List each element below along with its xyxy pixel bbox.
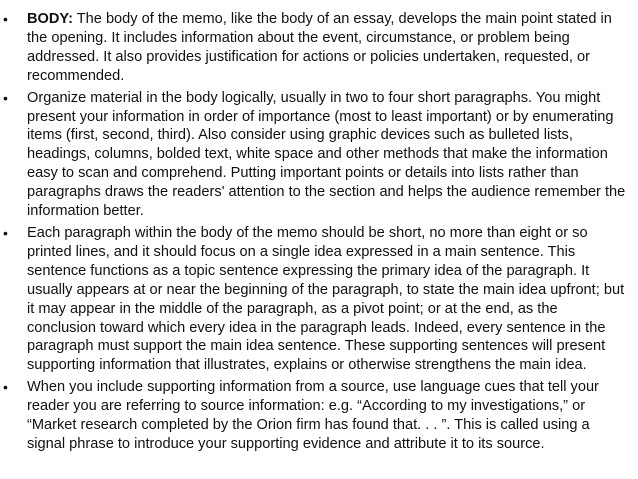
- bullet-dot-icon: •: [3, 224, 8, 241]
- bullet-item-paragraph: [0, 224, 638, 375]
- document-page: [0, 10, 638, 457]
- body-heading: BODY:: [27, 11, 73, 27]
- body-description: The body of the memo, like the body of an essay, develops the main point stated in the opening. It includes information about the event, circumstance, or problem being addressed. It also provides justification for actions or policies undertaken, requested, or recommended.: [27, 11, 612, 84]
- bullet-dot-icon: •: [3, 379, 8, 396]
- bullet-text: Each paragraph within the body of the memo should be short, no more than eight or so printed lines, and it should focus on a single idea expressed in a main sentence. This sentence functions as a topic sentence expressing the primary idea of the paragraph. It usually appears at or near the beginning of the paragraph, to state the main idea upfront; but it may appear in the middle of the paragraph, as a pivot point; or at the end, as the conclusion toward which every idea in the paragraph leads. Indeed, every sentence in the paragraph must support the main idea sentence. These supporting sentences will present supporting information that illustrates, explains or otherwise strengthens the main idea.: [27, 224, 625, 374]
- bullet-list: [0, 10, 638, 454]
- bullet-item-sources: [0, 378, 638, 454]
- bullet-text: Organize material in the body logically, usually in two to four short paragraphs. You might present your information in order of importance (most to least important) or by enumerating items (first, second, third). Also consider using graphic devices such as bulleted lists, headings, columns, bolded text, white space and other methods that make the information easy to scan and comprehend. Putting important points or details into lists rather than paragraphs draws the readers' attention to the section and helps the audience remember the information better.: [27, 89, 626, 220]
- bullet-dot-icon: •: [3, 11, 8, 27]
- bullet-item-body: [0, 10, 638, 86]
- bullet-text: [27, 10, 626, 86]
- bullet-item-organize: [0, 89, 638, 221]
- bullet-dot-icon: •: [3, 89, 8, 106]
- bullet-text: When you include supporting information from a source, use language cues that tell your reader you are referring to source information: e.g. “According to my investigations,” or “Market research completed by the Orion firm has found that. . . ”. This is called using a signal phrase to introduce your supporting evidence and attribute it to its source.: [27, 379, 599, 452]
